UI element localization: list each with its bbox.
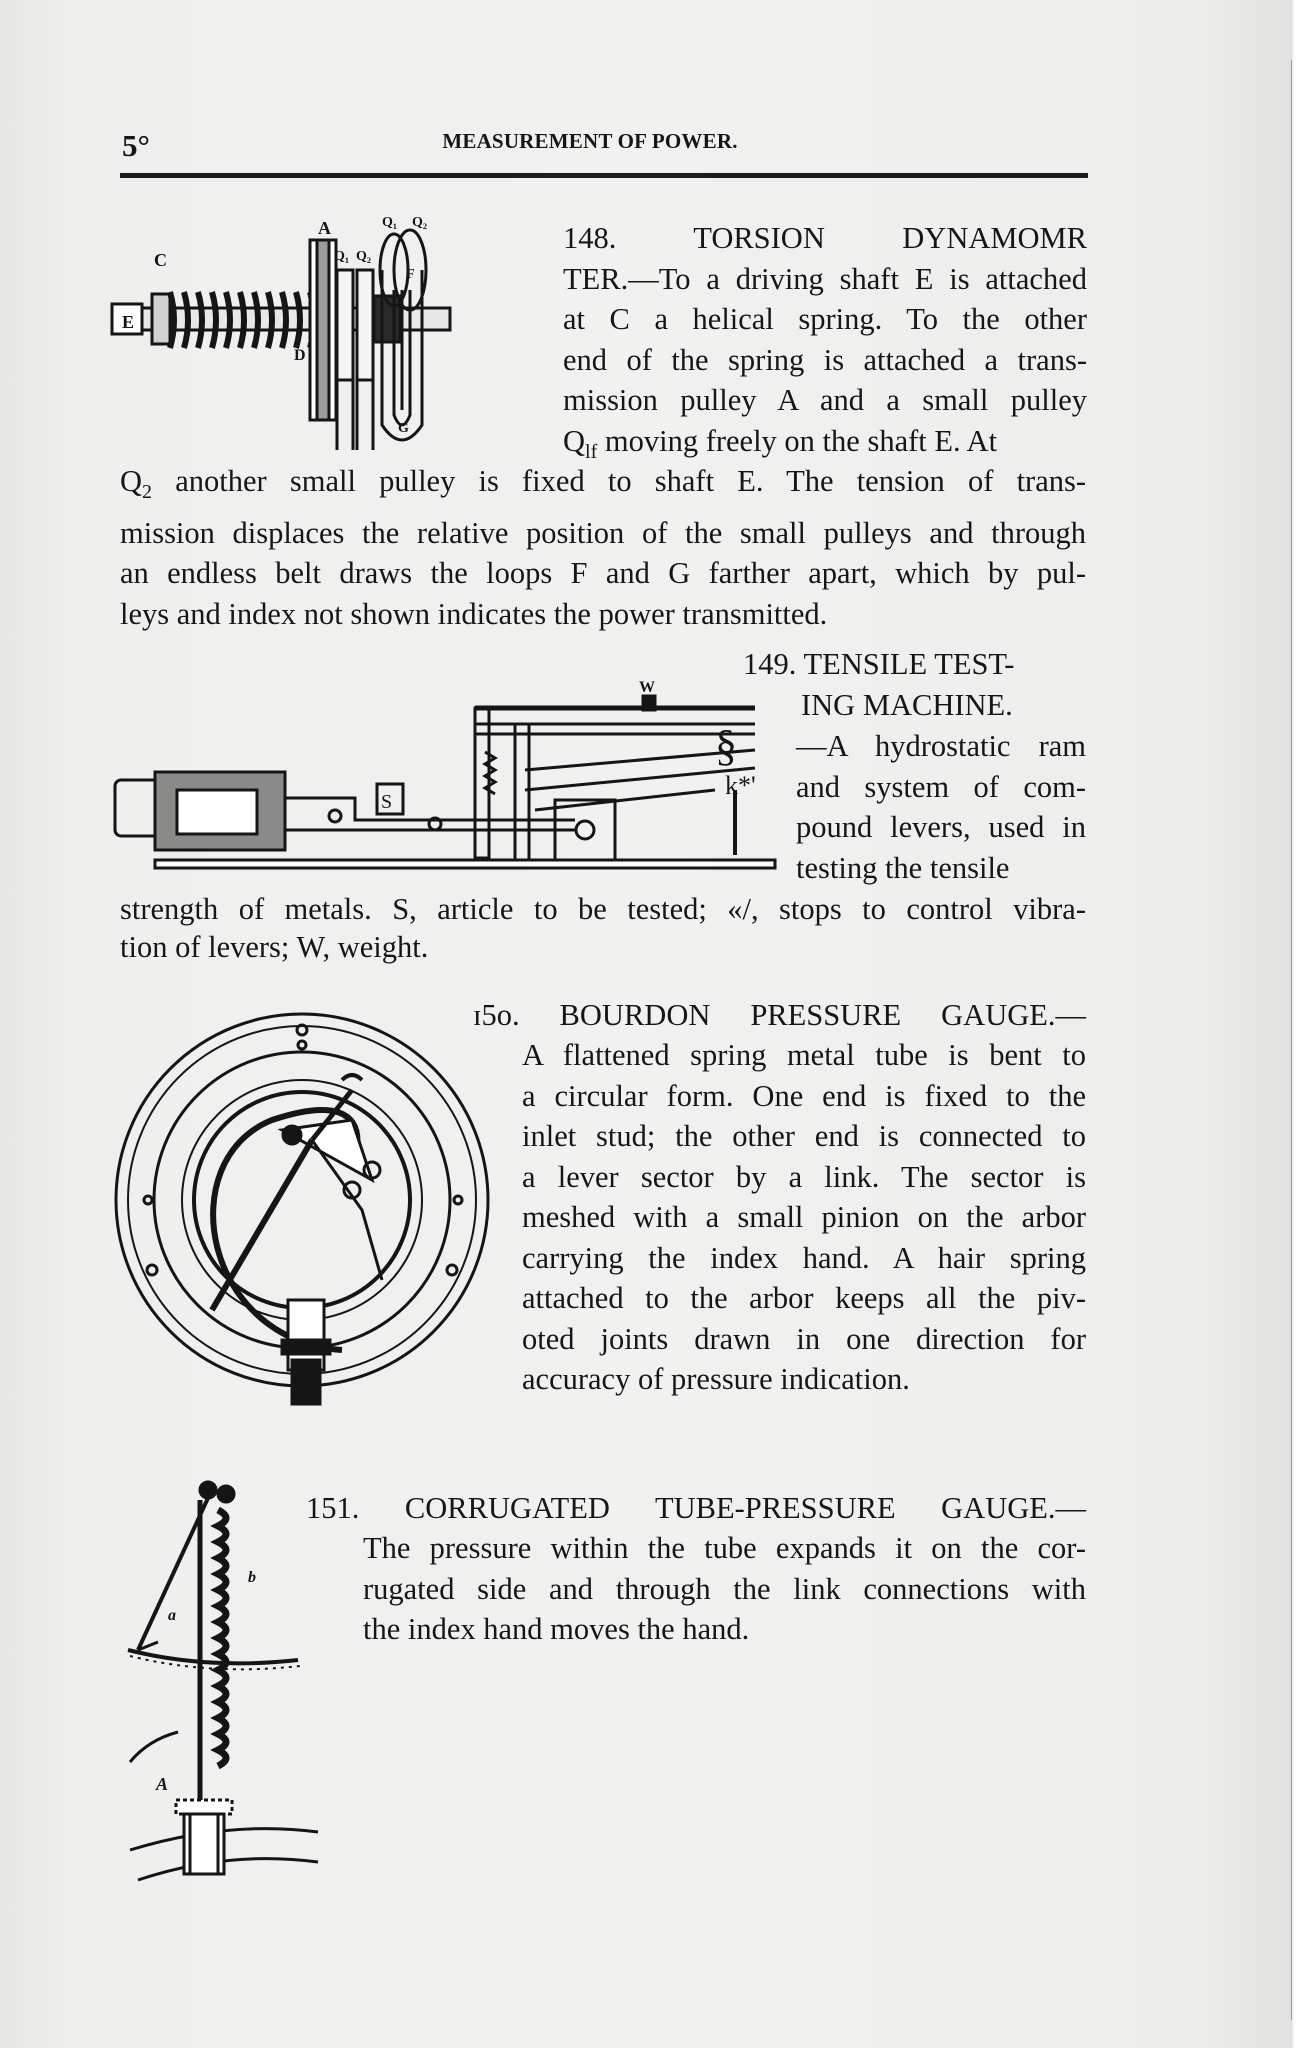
- text-line: the index hand moves the hand.: [363, 1612, 750, 1646]
- section-148-body: [120, 461, 1086, 634]
- label-a-upper: A: [156, 1774, 169, 1794]
- text-line: testing the tensile: [796, 850, 1010, 885]
- section-148-head: [563, 218, 1087, 472]
- section-150: [473, 995, 1086, 1036]
- text-line: rugated side and through the link connections with: [363, 1571, 1086, 1606]
- running-head: MEASUREMENT OF POWER.: [442, 129, 738, 153]
- bourdon-gauge-figure: [112, 1010, 502, 1410]
- text-line-q-2: [120, 461, 1086, 513]
- text-line: mission pulley A and a small pulley: [563, 383, 1087, 417]
- text-line: —A hydrostatic ram: [796, 729, 1086, 763]
- text-fragment: another small pulley is fixed to shaft E. The tension of trans-: [175, 464, 1087, 498]
- q-symbol: Q: [563, 423, 586, 458]
- text-line: an endless belt draws the loops F and G farther apart, which by pul-: [120, 556, 1086, 590]
- page-edge-line: [1291, 60, 1292, 2020]
- label-b: b: [248, 1569, 256, 1586]
- text-line: oted joints drawn in one direction for: [522, 1321, 1086, 1356]
- section-150-body: [522, 1035, 1086, 1400]
- label-d: D: [294, 347, 306, 364]
- section-149-side: [796, 726, 1086, 888]
- header-rule: [120, 173, 1088, 178]
- section-149-body: [120, 890, 1086, 966]
- section-149-head: [740, 644, 1086, 725]
- text-line: 151. CORRUGATED TUBE-PRESSURE GAUGE.—: [306, 1491, 1086, 1525]
- text-fragment: moving freely on the shaft E. At: [604, 423, 998, 458]
- text-line: carrying the index hand. A hair spring: [522, 1240, 1086, 1275]
- label-f: F: [406, 267, 415, 282]
- text-line: mission displaces the relative position of the small pulleys and through: [120, 515, 1086, 550]
- label-q1-loop: Q₁: [382, 215, 398, 230]
- text-line: attached to the arbor keeps all the piv-: [522, 1281, 1086, 1315]
- text-line: The pressure within the tube expands it on the cor-: [363, 1531, 1086, 1565]
- text-line: 149. TENSILE TEST-: [743, 647, 1015, 681]
- text-line: TER.—To a driving shaft E is attached: [563, 261, 1087, 296]
- label-section-sign: §: [715, 721, 737, 770]
- label-s: S: [381, 791, 393, 813]
- text-line: meshed with a small pinion on the arbor: [522, 1200, 1086, 1234]
- label-g: G: [398, 421, 409, 436]
- label-e: E: [122, 312, 135, 332]
- label-w: W: [639, 679, 655, 696]
- text-line: a circular form. One end is fixed to the: [522, 1078, 1086, 1113]
- q-symbol: Q: [120, 464, 143, 498]
- text-line: leys and index not shown indicates the power transmitted.: [120, 596, 828, 631]
- label-k: k*': [725, 771, 756, 800]
- corrugated-tube-gauge-figure: [118, 1470, 328, 1890]
- section-151-body: [363, 1528, 1086, 1650]
- text-line: a lever sector by a link. The sector is: [522, 1159, 1086, 1194]
- text-line: end of the spring is attached a trans-: [563, 342, 1087, 377]
- label-q1-shaft: Q₁: [334, 249, 350, 264]
- text-line: ING MACHINE.: [801, 687, 1013, 722]
- label-q2-shaft: Q₂: [356, 249, 372, 264]
- label-q2-loop: Q₂: [412, 215, 428, 230]
- text-line: and system of com-: [796, 769, 1086, 804]
- text-line: inlet stud; the other end is connected to: [522, 1119, 1086, 1153]
- text-line: pound levers, used in: [796, 810, 1086, 844]
- label-a-lower: a: [168, 1607, 176, 1624]
- text-line: ɪ5o. BOURDON PRESSURE GAUGE.—: [473, 998, 1086, 1032]
- q-subscript: 2: [142, 481, 153, 503]
- text-line: tion of levers; W, weight.: [120, 930, 429, 964]
- text-line: at C a helical spring. To the other: [563, 302, 1087, 336]
- text-line: A flattened spring metal tube is bent to: [522, 1038, 1086, 1072]
- page-number: 5°: [122, 128, 150, 163]
- text-line: 148. TORSION DYNAMOMR: [563, 221, 1087, 255]
- section-151: [306, 1488, 1086, 1529]
- text-line: strength of metals. S, article to be tested; «/, stops to control vibra-: [120, 892, 1086, 926]
- text-line: accuracy of pressure indication.: [522, 1362, 910, 1396]
- tensile-testing-machine-figure: [115, 680, 795, 880]
- label-a: A: [318, 218, 331, 238]
- q-subscript: lf: [585, 440, 598, 463]
- label-c: C: [154, 250, 167, 270]
- torsion-dynamometer-figure: [112, 210, 552, 460]
